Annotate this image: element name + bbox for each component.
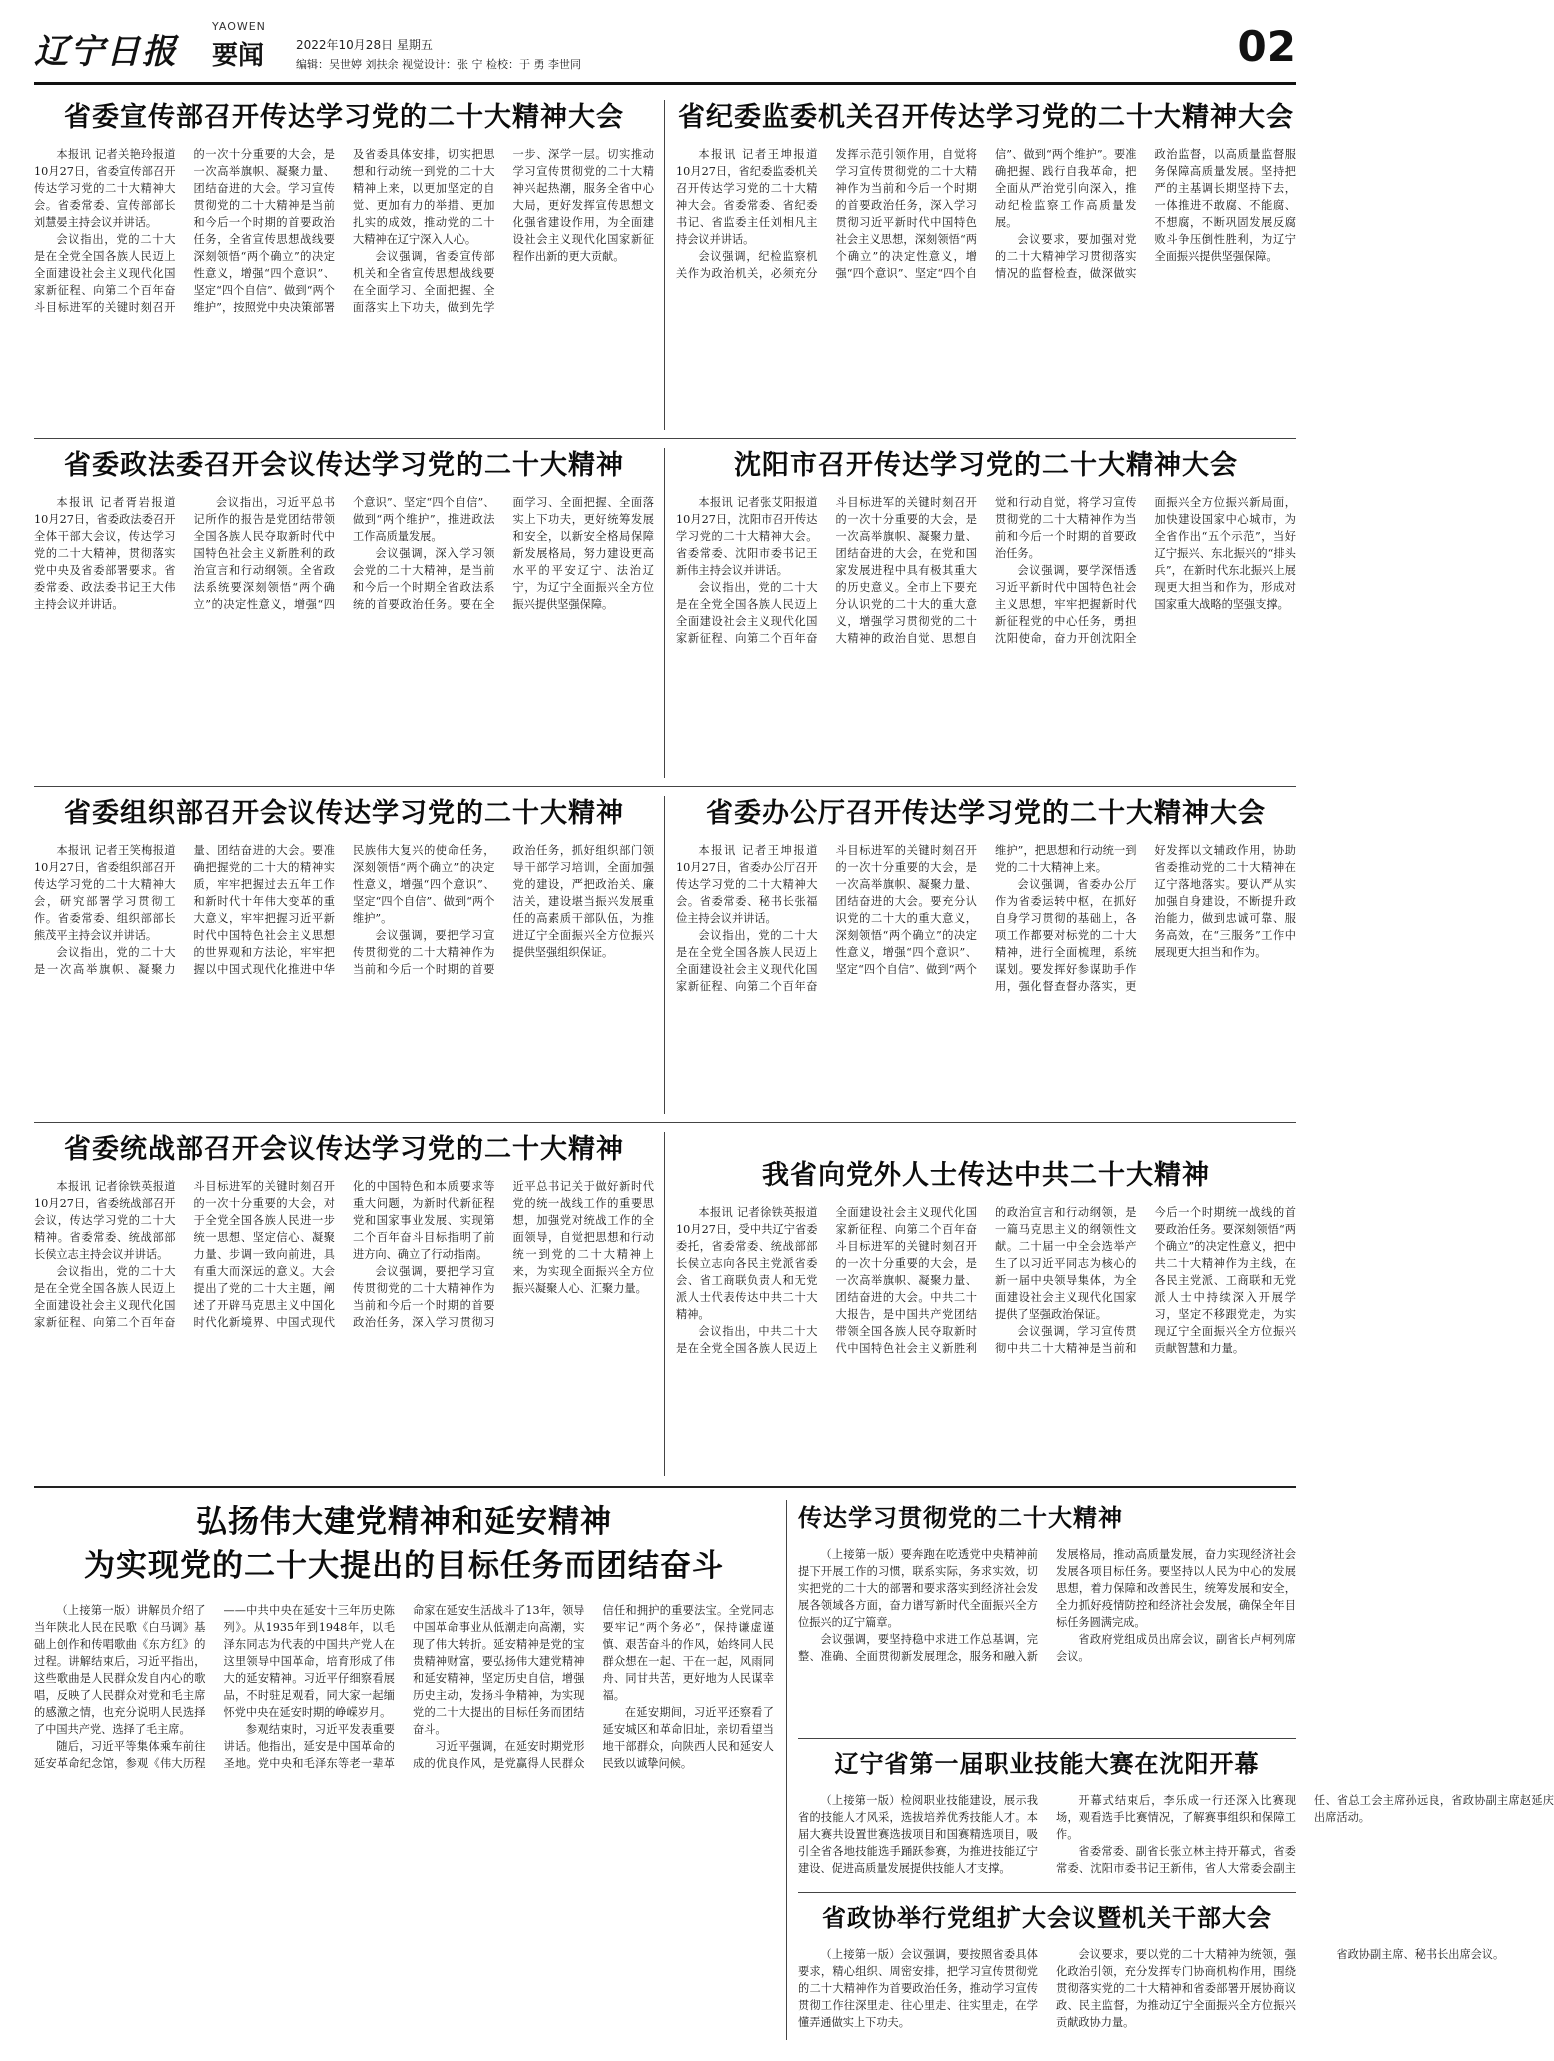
row-divider (34, 1122, 1296, 1123)
article-paragraph: 在延安期间，习近平还察看了延安城区和革命旧址，亲切看望当地干部群众，向陕西人民和延安人民致以诚挚问候。 (602, 1706, 774, 1770)
article-skills-contest (798, 1746, 1554, 1886)
article-cppcc-meeting (798, 1900, 1505, 2040)
section-label (212, 20, 266, 72)
article-general-office (676, 796, 1296, 1114)
article-paragraph: 会议强调，纪检监察机关作为政治机关，必须充分发挥示范引领作用，自觉将学习宣传贯彻党的二十大精神作为当前和今后一个时期的首要政治任务，深入学习贯彻习近平新时代中国特色社会主义思想，深刻领悟“两个确立”的决定性意义，增强“四个意识”、坚定“四个自信”、做到“两个维护”。要准确把握、践行自我革命，把全面从严治党引向深入，推动纪检监察工作高质量发展。 (676, 148, 1137, 280)
article-body (34, 1178, 654, 1474)
masthead (34, 16, 1296, 85)
issue-date: 2022年10月28日 星期五 (296, 38, 433, 52)
article-paragraph: 会议指出，党的二十大是在全党全国各族人民迈上全面建设社会主义现代化国家新征程、向第二个百年奋斗目标进军的关键时刻召开的一次十分重要的大会，是一次高举旗帜、凝聚力量、团结奋进的大会。学习宣传贯彻党的二十大精神是当前和今后一个时期的首要政治任务，全省宣传思想战线要深刻领悟“两个确立”的决定性意义，增强“四个意识”、坚定“四个自信”、做到“两个维护”，按照党中央决策部署及省委具体安排，切实把思想和行动统一到党的二十大精神上来，以更加坚定的自觉、更加有力的举措、更加扎实的成效，推动党的二十大精神在辽宁深入人心。 (34, 148, 495, 314)
article-paragraph: 会议指出，党的二十大是一次高举旗帜、凝聚力量、团结奋进的大会。要准确把握党的二十大的精神实质，牢牢把握过去五年工作和新时代十年伟大变革的重大意义，牢牢把握习近平新时代中国特色社会主义思想的世界观和方法论，牢牢把握以中国式现代化推进中华民族伟大复兴的使命任务，深刻领悟“两个确立”的决定性意义，增强“四个意识”、坚定“四个自信”、做到“两个维护”。 (34, 844, 495, 976)
article-paragraph: （上接第一版）讲解员介绍了当年陕北人民在民歌《白马调》基础上创作和传唱歌曲《东方红》的过程。讲解结束后，习近平指出，这些歌曲是人民群众发自内心的歌唱，反映了人民群众对党和毛主席的感激之情，也充分说明人民选择了中国共产党、选择了毛主席。 (34, 1604, 206, 1736)
article-headline: 省政协举行党组扩大会议暨机关干部大会 (822, 1903, 1272, 1932)
article-paragraph: 习近平强调，在延安时期党形成的优良作风，是党赢得人民群众信任和拥护的重要法宝。全党同志要牢记“两个务必”，保持谦虚谨慎、艰苦奋斗的作风，始终同人民群众想在一起、干在一起，风雨同舟、同甘共苦，更好地为人民谋幸福。 (413, 1604, 774, 1770)
article-headline: 省纪委监委机关召开传达学习党的二十大精神大会 (678, 102, 1294, 133)
article-paragraph: （上接第一版）要奔跑在吃透党中央精神前提下开展工作的习惯，联系实际，务求实效，切实把党的二十大的部署和要求落实到经济社会发展各领域各方面，奋力谱写新时代全面振兴全方位振兴的辽宁篇章。 (798, 1548, 1038, 1629)
article-paragraph: 本报讯 记者徐铁英报道 10月27日，省委统战部召开会议，传达学习党的二十大精神。省委常委、统战部部长侯立志主持会议并讲话。 (34, 1180, 176, 1261)
article-paragraph: 随后，习近平等集体乘车前往延安革命纪念馆，参观《伟大历程——中共中央在延安十三年历史陈列》。从1935年到1948年，以毛泽东同志为代表的中国共产党人在这里领导中国革命，培育形成了伟大的延安精神。习近平仔细察看展品，不时驻足观看，同大家一起缅怀党中央在延安时期的峥嵘岁月。 (34, 1604, 395, 1770)
article-headline: 省委政法委召开会议传达学习党的二十大精神 (64, 450, 624, 481)
section-cn: 要闻 (212, 41, 265, 71)
article-headline: 传达学习贯彻党的二十大精神 (798, 1503, 1123, 1532)
row-divider (798, 1892, 1296, 1893)
article-paragraph: 会议指出，中共二十大是在全党全国各族人民迈上全面建设社会主义现代化国家新征程、向第二个百年奋斗目标进军的关键时刻召开的一次十分重要的大会，是一次高举旗帜、凝聚力量、团结奋进的大会。中共二十大报告，是中国共产党团结带领全国各族人民夺取新时代中国特色社会主义新胜利的政治宣言和行动纲领，是一篇马克思主义的纲领性文献。二十届一中全会选举产生了以习近平同志为核心的新一届中央领导集体，为全面建设社会主义现代化国家提供了坚强政治保证。 (676, 1206, 1137, 1355)
row-divider-thick (34, 1486, 1296, 1488)
article-paragraph: （上接第一版）会议强调，要按照省委具体要求，精心组织、周密安排，把学习宣传贯彻党的二十大精神作为首要政治任务，推动学习宣传贯彻工作往深里走、往心里走、往实里走，在学懂弄通做实上下功夫。 (798, 1948, 1038, 2029)
article-paragraph: 会议要求，要以党的二十大精神为统领，强化政治引领，充分发挥专门协商机构作用，围绕贯彻落实党的二十大精神和省委部署开展协商议政、民主监督，为推动辽宁全面振兴全方位振兴贡献政协力量。 (1056, 1948, 1296, 2029)
article-body (798, 1946, 1505, 2038)
article-paragraph: 会议强调，要把学习宣传贯彻党的二十大精神作为当前和今后一个时期的首要政治任务，抓好组织部门领导干部学习培训，全面加强党的建设，严把政治关、廉洁关，建设堪当振兴发展重任的高素质干部队伍，为推进辽宁全面振兴全方位振兴提供坚强组织保证。 (353, 844, 654, 976)
article-body (676, 1204, 1296, 1474)
article-headline: 省委办公厅召开传达学习党的二十大精神大会 (706, 798, 1266, 829)
article-paragraph: 本报讯 记者徐铁英报道 10月27日，受中共辽宁省委委托，省委常委、统战部部长侯立志向各民主党派省委会、省工商联负责人和无党派人士代表传达中共二十大精神。 (676, 1206, 818, 1321)
column-divider (664, 448, 665, 778)
article-study-implement (798, 1500, 1296, 1732)
article-paragraph: 会议强调，要把学习宣传贯彻党的二十大精神作为当前和今后一个时期的首要政治任务，深入学习贯彻习近平总书记关于做好新时代党的统一战线工作的重要思想，加强党对统战工作的全面领导，自觉把思想和行动统一到党的二十大精神上来，为实现全面振兴全方位振兴凝聚人心、汇聚力量。 (353, 1180, 654, 1329)
article-headline: 我省向党外人士传达中共二十大精神 (762, 1160, 1210, 1191)
article-headline: 省委宣传部召开传达学习党的二十大精神大会 (64, 102, 624, 133)
row-divider (34, 786, 1296, 787)
article-propaganda-dept (34, 100, 654, 430)
article-paragraph: 会议强调，深入学习领会党的二十大精神，是当前和今后一个时期全省政法系统的首要政治任务。要在全面学习、全面把握、全面落实上下功夫，更好统筹发展和安全，以新安全格局保障新发展格局，努力建设更高水平的平安辽宁、法治辽宁，为辽宁全面振兴全方位振兴提供坚强保障。 (353, 496, 654, 611)
article-paragraph: 会议强调，要坚持稳中求进工作总基调，完整、准确、全面贯彻新发展理念，服务和融入新发展格局，推动高质量发展，奋力实现经济社会发展各项目标任务。要坚持以人民为中心的发展思想，着力保障和改善民生，统筹发展和安全，全力抓好疫情防控和经济社会发展，确保全年目标任务圆满完成。 (798, 1548, 1296, 1663)
section-en: YAOWEN (212, 20, 266, 33)
newspaper-logo: 辽宁日报 (34, 32, 178, 72)
article-body (34, 842, 654, 1112)
article-united-front-dept (34, 1132, 654, 1476)
article-paragraph: 会议指出，党的二十大是在全党全国各族人民迈上全面建设社会主义现代化国家新征程、向第二个百年奋斗目标进军的关键时刻召开的一次十分重要的大会，是一次高举旗帜、凝聚力量、团结奋进的大会，在党和国家发展进程中具有极其重大的历史意义。全市上下要充分认识党的二十大的重大意义，增强学习贯彻党的二十大精神的政治自觉、思想自觉和行动自觉，将学习宣传贯彻党的二十大精神作为当前和今后一个时期的首要政治任务。 (676, 496, 1137, 645)
article-headline: 辽宁省第一届职业技能大赛在沈阳开幕 (834, 1749, 1260, 1778)
article-paragraph: 省政协副主席、秘书长出席会议。 (1336, 1948, 1505, 1961)
article-paragraph: 会议强调，省委办公厅作为省委运转中枢，在抓好自身学习贯彻的基础上，各项工作都要对标党的二十大精神，进行全面梳理，系统谋划。要发挥好参谋助手作用，强化督查督办落实，更好发挥以文辅政作用，协助省委推动党的二十大精神在辽宁落地落实。要认严从实加强自身建设，不断提升政治能力，做到忠诚可靠、服务高效，在“三服务”工作中展现更大担当和作为。 (995, 844, 1296, 993)
column-divider (664, 1132, 665, 1476)
article-body (798, 1546, 1296, 1730)
article-body (676, 494, 1296, 776)
article-body (34, 494, 654, 776)
article-body (676, 146, 1296, 428)
article-headline: 省委组织部召开会议传达学习党的二十大精神 (64, 798, 624, 829)
article-paragraph: 省委常委、副省长张立林主持开幕式，省委常委、沈阳市委书记王新伟，省人大常委会副主任、省总工会主席孙远良，省政协副主席赵延庆出席活动。 (1056, 1794, 1554, 1875)
article-paragraph: 会议指出，习近平总书记所作的报告是党团结带领全国各族人民夺取新时代中国特色社会主义新胜利的政治宣言和行动纲领。全省政法系统要深刻领悟“两个确立”的决定性意义，增强“四个意识”、坚定“四个自信”、做到“两个维护”，推进政法工作高质量发展。 (193, 496, 495, 611)
article-headline: 沈阳市召开传达学习党的二十大精神大会 (734, 450, 1238, 481)
article-paragraph: 参观结束时，习近平发表重要讲话。他指出，延安是中国革命的圣地。党中央和毛泽东等老一辈革命家在延安生活战斗了13年，领导中国革命事业从低潮走向高潮，实现了伟大转折。延安精神是党的宝贵精神财富，要弘扬伟大建党精神和延安精神，坚定历史自信，增强历史主动，发扬斗争精神，为实现党的二十大提出的目标任务而团结奋斗。 (223, 1604, 585, 1770)
article-non-party-briefing (676, 1132, 1296, 1476)
article-body (34, 146, 654, 428)
column-divider (664, 100, 665, 430)
article-paragraph: 本报讯 记者王坤报道 10月27日，省纪委监委机关召开传达学习党的二十大精神大会。省委常委、省纪委书记、省监委主任刘相凡主持会议并讲话。 (676, 148, 818, 246)
article-body (798, 1792, 1554, 1884)
article-paragraph: 会议指出，党的二十大是在全党全国各族人民迈上全面建设社会主义现代化国家新征程、向第二个百年奋斗目标进军的关键时刻召开的一次十分重要的大会，是一次高举旗帜、凝聚力量、团结奋进的大会。要充分认识党的二十大的重大意义，深刻领悟“两个确立”的决定性意义，增强“四个意识”、坚定“四个自信”、做到“两个维护”，把思想和行动统一到党的二十大精神上来。 (676, 844, 1137, 993)
article-paragraph: 本报讯 记者张艾阳报道 10月27日，沈阳市召开传达学习党的二十大精神大会。省委常委、沈阳市委书记王新伟主持会议并讲话。 (676, 496, 818, 577)
article-yanan-spirit (34, 1500, 774, 2040)
article-shenyang (676, 448, 1296, 778)
row-divider (798, 1738, 1296, 1739)
article-discipline-commission (676, 100, 1296, 430)
column-divider (664, 796, 665, 1114)
article-body (676, 842, 1296, 1112)
article-paragraph: （上接第一版）检阅职业技能建设，展示我省的技能人才风采，选拔培养优秀技能人才。本届大赛共设置世赛选拔项目和国赛精选项目，吸引全省各地技能选手踊跃参赛，为推进技能辽宁建设、促进高质量发展提供技能人才支撑。 (798, 1794, 1038, 1875)
article-paragraph: 本报讯 记者关艳玲报道 10月27日，省委宣传部召开传达学习党的二十大精神大会。省委常委、宣传部部长刘慧晏主持会议并讲话。 (34, 148, 176, 229)
article-paragraph: 开幕式结束后，李乐成一行还深入比赛现场，观看选手比赛情况，了解赛事组织和保障工作。 (1056, 1794, 1296, 1841)
article-paragraph: 会议指出，党的二十大是在全党全国各族人民迈上全面建设社会主义现代化国家新征程、向第二个百年奋斗目标进军的关键时刻召开的一次十分重要的大会，对于全党全国各族人民进一步统一思想、坚定信心、凝聚力量、步调一致向前进，具有重大而深远的意义。大会提出了党的二十大主题，阐述了开辟马克思主义中国化时代化新境界、中国式现代化的中国特色和本质要求等重大问题，为新时代新征程党和国家事业发展、实现第二个百年奋斗目标指明了前进方向、确立了行动指南。 (34, 1180, 495, 1329)
page-number: 02 (1237, 22, 1296, 71)
row-divider (34, 438, 1296, 439)
article-paragraph: 会议要求，要加强对党的二十大精神学习贯彻落实情况的监督检查，做深做实政治监督，以高质量监督服务保障高质量发展。坚持把严的主基调长期坚持下去，一体推进不敢腐、不能腐、不想腐，不断巩固发展反腐败斗争压倒性胜利，为辽宁全面振兴提供坚强保障。 (995, 148, 1296, 280)
article-political-legal-commission (34, 448, 654, 778)
article-paragraph: 会议强调，省委宣传部机关和全省宣传思想战线要在全面学习、全面把握、全面落实上下功夫，做到先学一步、深学一层。切实推动学习宣传贯彻党的二十大精神兴起热潮，服务全省中心大局，更好发挥宣传思想文化强省建设作用，为全面建设社会主义现代化国家新征程作出新的更大贡献。 (353, 148, 654, 314)
article-headline-line2: 为实现党的二十大提出的目标任务而团结奋斗 (84, 1548, 724, 1584)
article-paragraph: 会议强调，学习宣传贯彻中共二十大精神是当前和今后一个时期统一战线的首要政治任务。要深刻领悟“两个确立”的决定性意义，把中共二十大精神作为主线，在各民主党派、工商联和无党派人士中持续深入开展学习，坚定不移跟党走，为实现辽宁全面振兴全方位振兴贡献智慧和力量。 (995, 1206, 1296, 1355)
article-paragraph: 本报讯 记者王笑梅报道 10月27日，省委组织部召开传达学习党的二十大精神大会，研究部署学习贯彻工作。省委常委、组织部部长熊茂平主持会议并讲话。 (34, 844, 176, 942)
article-paragraph: 省政府党组成员出席会议，副省长卢柯列席会议。 (1056, 1633, 1296, 1663)
article-paragraph: 本报讯 记者王坤报道 10月27日，省委办公厅召开传达学习党的二十大精神大会。省委常委、秘书长张福俭主持会议并讲话。 (676, 844, 818, 925)
column-divider (786, 1500, 787, 2040)
article-paragraph: 本报讯 记者胥岩报道 10月27日，省委政法委召开全体干部大会议，传达学习党的二十大精神，贯彻落实党中央及省委部署要求。省委常委、政法委书记王大伟主持会议并讲话。 (34, 496, 176, 611)
editors-line: 编辑：吴世婷 刘扶余 视觉设计：张 宁 检校：于 勇 李世同 (296, 58, 581, 71)
article-headline: 省委统战部召开会议传达学习党的二十大精神 (64, 1134, 624, 1165)
article-organization-dept (34, 796, 654, 1114)
article-headline-line1: 弘扬伟大建党精神和延安精神 (196, 1504, 612, 1540)
article-body (34, 1602, 774, 2022)
article-paragraph: 会议强调，要学深悟透习近平新时代中国特色社会主义思想，牢牢把握新时代新征程党的中心任务，勇担沈阳使命，奋力开创沈阳全面振兴全方位振兴新局面，加快建设国家中心城市，为全省作出“五个示范”，当好辽宁振兴、东北振兴的“排头兵”，在新时代东北振兴上展现更大担当和作为，形成对国家重大战略的坚强支撑。 (995, 496, 1296, 645)
